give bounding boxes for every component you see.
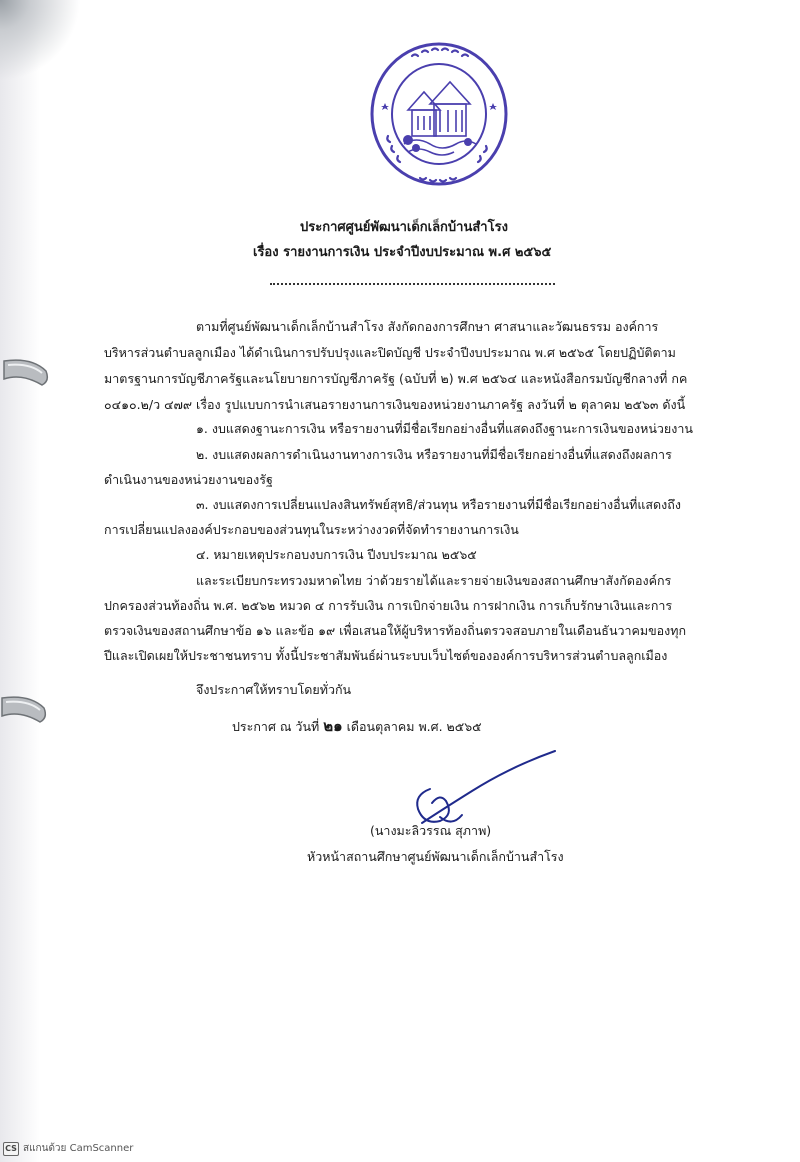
signatory-title: หัวหน้าสถานศึกษาศูนย์พัฒนาเด็กเล็กบ้านสำโรง (307, 849, 564, 864)
announcement-heading: ประกาศศูนย์พัฒนาเด็กเล็กบ้านสำโรง (300, 220, 508, 235)
list-item-3-line-2: การเปลี่ยนแปลงองค์ประกอบของส่วนทุนในระหว่างงวดที่จัดทำรายงานการเงิน (104, 522, 519, 537)
signatory-name: (นางมะลิวรรณ สุภาพ) (370, 823, 492, 838)
announcement-date (232, 717, 482, 736)
list-item-2-line-2: ดำเนินงานของหน่วยงานของรัฐ (104, 472, 273, 487)
heading-dotted-divider (270, 283, 555, 285)
camscanner-footer (3, 1141, 133, 1156)
page-corner-shadow (0, 0, 90, 90)
paragraph-2-line-2: ปกครองส่วนท้องถิ่น พ.ศ. ๒๕๖๒ หมวด ๔ การรับเงิน การเบิกจ่ายเงิน การฝากเงิน การเก็บรักษาเงินและการ (104, 598, 673, 613)
paragraph-2-line-3: ตรวจเงินของสถานศึกษาข้อ ๑๖ และข้อ ๑๙ เพื่อเสนอให้ผู้บริหารท้องถิ่นตรวจสอบภายในเดือนธันวาคมของทุก (104, 623, 687, 638)
list-item-1: ๑. งบแสดงฐานะการเงิน หรือรายงานที่มีชื่อเรียกอย่างอื่นที่แสดงถึงฐานะการเงินของหน่วยงาน (196, 421, 693, 436)
announcement-closing: จึงประกาศให้ทราบโดยทั่วกัน (196, 682, 352, 697)
binder-ring-bottom-icon (0, 690, 52, 726)
date-day: ๒๑ (323, 717, 343, 735)
paragraph-1-line-1: ตามที่ศูนย์พัฒนาเด็กเล็กบ้านสำโรง สังกัดกองการศึกษา ศาสนาและวัฒนธรรม องค์การ (196, 319, 659, 334)
paragraph-1-line-4: ๐๔๑๐.๒/ว ๔๗๙ เรื่อง รูปแบบการนำเสนอรายงานการเงินของหน่วยงานภาครัฐ ลงวันที่ ๒ ตุลาคม ๒๕๖๓ ดังนี้ (104, 397, 686, 412)
paragraph-1-line-3: มาตรฐานการบัญชีภาครัฐและนโยบายการบัญชีภาครัฐ (ฉบับที่ ๒) พ.ศ ๒๕๖๔ และหนังสือกรมบัญชีกลางที่ กค (104, 371, 688, 386)
paragraph-2-line-1: และระเบียบกระทรวงมหาดไทย ว่าด้วยรายได้และรายจ่ายเงินของสถานศึกษาสังกัดองค์กร (196, 573, 672, 588)
date-prefix: ประกาศ ณ วันที่ (232, 719, 320, 734)
paragraph-2-line-4: ปีและเปิดเผยให้ประชาชนทราบ ทั้งนี้ประชาสัมพันธ์ผ่านระบบเว็บไซต์ขององค์การบริหารส่วนตำบลลูกเมือง (104, 648, 668, 663)
official-seal-stamp (368, 40, 510, 188)
list-item-4: ๔. หมายเหตุประกอบงบการเงิน ปีงบประมาณ ๒๕๖๕ (196, 547, 477, 562)
date-suffix: เดือนตุลาคม พ.ศ. ๒๕๖๕ (346, 719, 482, 734)
paragraph-1-line-2: บริหารส่วนตำบลลูกเมือง ได้ดำเนินการปรับปรุงและปิดบัญชี ประจำปีงบประมาณ พ.ศ ๒๕๖๕ โดยปฏิบัติตาม (104, 345, 676, 360)
list-item-2-line-1: ๒. งบแสดงผลการดำเนินงานทางการเงิน หรือรายงานที่มีชื่อเรียกอย่างอื่นที่แสดงถึงผลการ (196, 447, 672, 462)
camscanner-label: สแกนด้วย CamScanner (23, 1143, 134, 1154)
camscanner-logo-icon: CS (3, 1142, 19, 1156)
list-item-3-line-1: ๓. งบแสดงการเปลี่ยนแปลงสินทรัพย์สุทธิ/ส่วนทุน หรือรายงานที่มีชื่อเรียกอย่างอื่นที่แสดงถึง (196, 497, 681, 512)
announcement-subject: เรื่อง รายงานการเงิน ประจำปีงบประมาณ พ.ศ ๒๕๖๕ (253, 245, 552, 260)
page-edge-shadow (0, 0, 40, 1162)
binder-ring-top-icon (2, 353, 54, 389)
